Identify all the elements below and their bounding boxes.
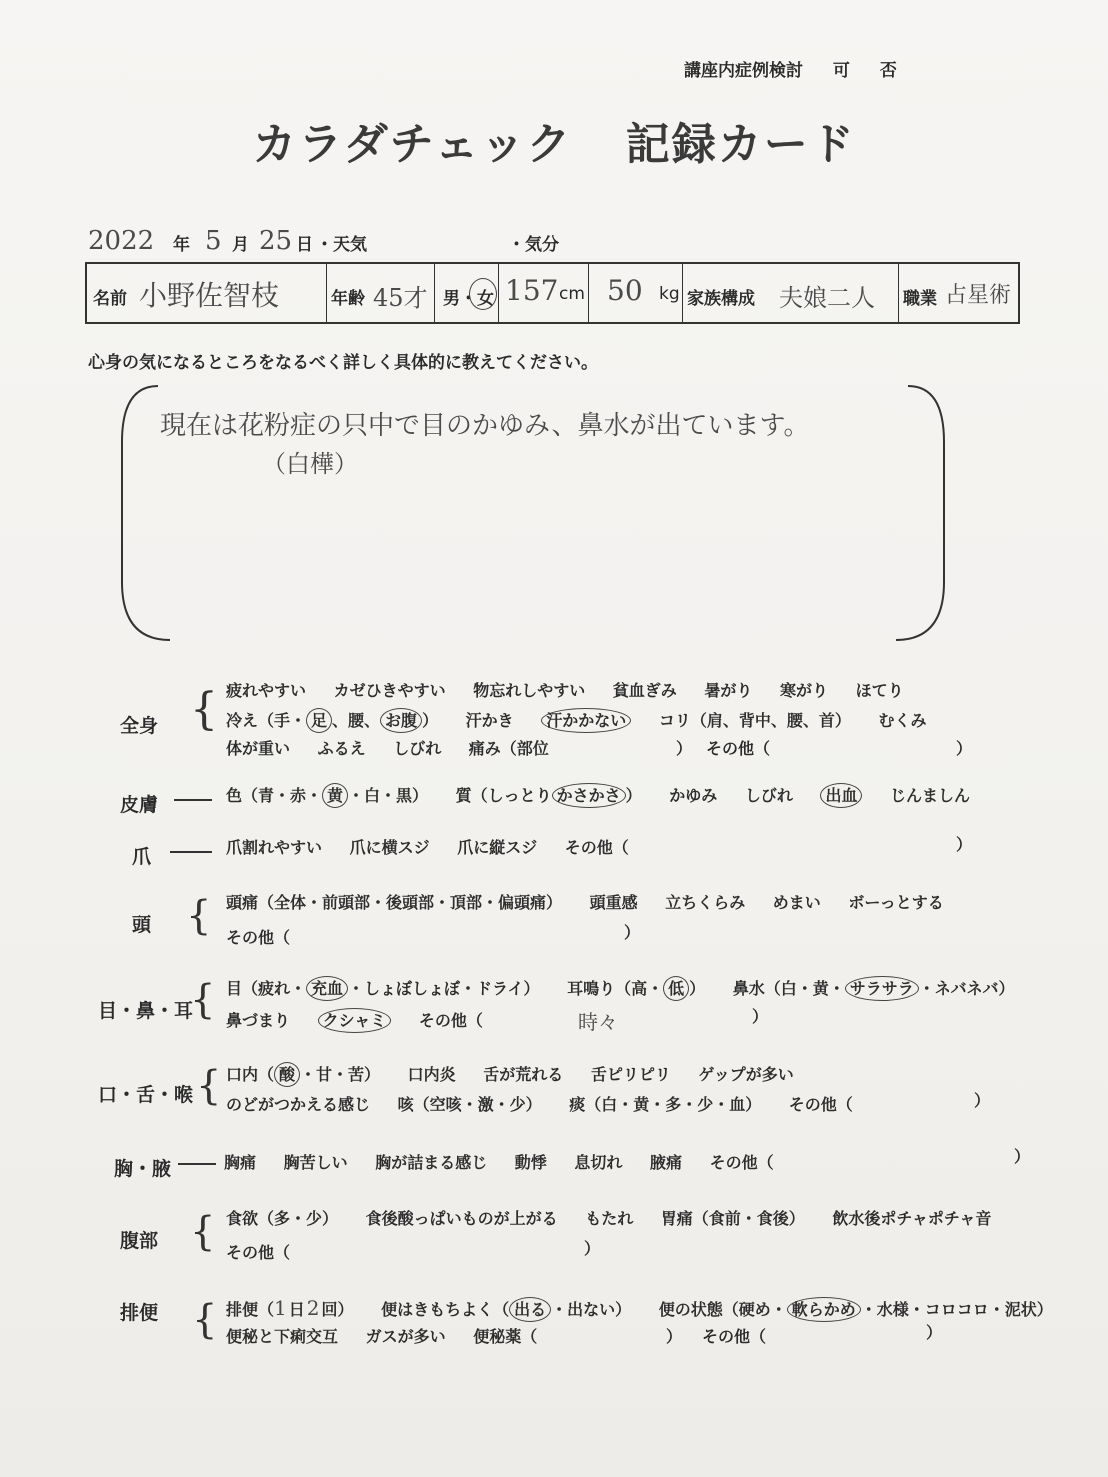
dash-mune <box>178 1163 216 1165</box>
brace-zenshin: { <box>190 684 218 735</box>
title-part2: 記録カード <box>625 119 856 170</box>
item-anemia: 貧血ぎみ <box>612 681 677 700</box>
date-year-unit: 年 <box>173 235 190 255</box>
section-label-atama: 頭 <box>132 914 152 936</box>
paren-close: ） <box>584 1239 601 1258</box>
item-runny-nose: 鼻水（白・黄・ <box>732 979 845 998</box>
item-vertigo: めまい <box>772 893 821 912</box>
item-head-heavy: 頭重感 <box>589 893 638 912</box>
section-label-mune: 胸・腋 <box>114 1158 172 1180</box>
item-swelling: むくみ <box>878 711 927 730</box>
item-headache: 頭痛（全体・前頭部・後頭部・頂部・偏頭痛） <box>226 893 563 912</box>
item-eye-rest: ・しょぼしょぼ・ドライ） <box>348 979 540 998</box>
item-texture: 質（しっとり <box>455 786 552 805</box>
item-other: その他（ <box>564 838 629 857</box>
age-label: 年齢 <box>331 289 365 309</box>
family-cell <box>683 264 899 322</box>
name-label: 名前 <box>93 289 127 309</box>
date-day: 25 <box>259 226 293 256</box>
item-stool-rest: ・水様・コロコロ・泥状） <box>860 1300 1053 1319</box>
fukubu-line-1 <box>226 1206 1013 1229</box>
item-stool-state: 便の状態（硬め・ <box>658 1300 787 1319</box>
atama-line-1 <box>226 890 966 913</box>
item-chest-pain: 胸痛 <box>224 1153 257 1172</box>
item-alternating: 便秘と下痢交互 <box>226 1327 339 1346</box>
item-spaced-out: ボーっとする <box>848 893 944 912</box>
item-chest-stuffed: 胸が詰まる感じ <box>375 1153 488 1172</box>
item-dry-circled: かさかさ <box>552 783 626 808</box>
item-splash-sound: 飲水後ポチャポチャ音 <box>832 1209 992 1228</box>
item-gas: ガスが多い <box>365 1327 446 1346</box>
paren-close: ） <box>666 1327 683 1346</box>
date-day-unit: 日 <box>296 235 313 255</box>
item-comfortable: 便はきもちよく（ <box>381 1300 510 1319</box>
brace-haiben: { <box>192 1297 218 1343</box>
haiben-line-1 <box>226 1296 1075 1320</box>
times-unit: 回） <box>321 1300 354 1319</box>
brace-fukubu: { <box>190 1209 216 1255</box>
section-label-hifu: 皮膚 <box>120 794 159 816</box>
age-value: 45才 <box>373 284 428 312</box>
item-heat-sensitive: 暑がり <box>704 681 753 700</box>
mood-label: ・気分 <box>508 235 559 255</box>
paren-close: ） <box>956 739 973 758</box>
item-cough: 咳（空咳・激・少） <box>397 1095 542 1114</box>
weight-cell <box>589 264 683 322</box>
item-chest-tight: 胸苦しい <box>283 1153 348 1172</box>
item-stomatitis: 口内炎 <box>407 1065 456 1084</box>
item-itch: かゆみ <box>669 786 718 805</box>
sex-cell <box>435 264 499 322</box>
paren-close: ） <box>624 923 641 942</box>
item-yellow-circled: 黄 <box>322 783 348 808</box>
brace-atama: { <box>186 893 212 939</box>
item-chill-close: ） <box>422 711 439 730</box>
weight-unit: kg <box>659 284 680 304</box>
paren-close: ） <box>974 1091 991 1110</box>
item-bloodshot-circled: 充血 <box>306 976 348 1001</box>
paren-close: ） <box>752 1007 769 1026</box>
tsume-line-1 <box>226 835 651 858</box>
item-short-breath: 息切れ <box>574 1153 623 1172</box>
item-sneeze-circled: クシャミ <box>318 1008 392 1033</box>
weather-label: ・天気 <box>316 235 367 255</box>
item-hives: じんましん <box>890 786 971 805</box>
height-unit: cm <box>559 284 585 304</box>
review-header <box>684 56 921 81</box>
sneeze-note: 時々 <box>578 1010 618 1034</box>
haiben-line-2 <box>226 1324 559 1347</box>
item-appetite: 食欲（多・少） <box>226 1209 339 1228</box>
section-label-kuchi: 口・舌・喉 <box>98 1084 194 1106</box>
date-year: 2022 <box>88 226 155 256</box>
item-mouth-taste: 口内（ <box>226 1065 275 1084</box>
item-heavy-body: 体が重い <box>226 739 291 758</box>
title-part1: カラダチェック <box>252 119 573 170</box>
section-label-fukubu: 腹部 <box>120 1230 159 1252</box>
brace-kuchi: { <box>196 1063 222 1109</box>
profile-table <box>85 262 1020 324</box>
item-chill-waist: 、腰、 <box>332 711 381 730</box>
item-cold-sensitive: 寒がり <box>779 681 828 700</box>
item-chill-belly-circled: お腹 <box>380 708 422 733</box>
item-phlegm: 痰（白・黄・多・少・血） <box>569 1095 762 1114</box>
me-line-1 <box>226 976 1036 999</box>
atama-line-2 <box>226 925 312 948</box>
sex-label: 男・女 <box>443 289 494 309</box>
item-burping: ゲップが多い <box>698 1065 794 1084</box>
item-low-circled: 低 <box>663 976 689 1001</box>
item-nail-horizontal: 爪に横スジ <box>349 838 430 857</box>
paren-close: ） <box>689 979 706 998</box>
item-rough-tongue: 舌が荒れる <box>483 1065 564 1084</box>
item-soft-circled: 軟らかめ <box>787 1297 861 1322</box>
item-sticky: ・ネバネバ） <box>918 979 1015 998</box>
bowel-days: 1 <box>274 1296 287 1320</box>
section-label-zenshin: 全身 <box>120 715 159 737</box>
name-cell <box>87 264 327 322</box>
height-value: 157 <box>505 274 559 307</box>
item-sweaty: 汗かき <box>465 711 514 730</box>
item-comes-out-circled: 出る <box>509 1297 551 1322</box>
item-tongue-tingle: 舌ピリピリ <box>590 1065 671 1084</box>
date-month: 5 <box>205 226 222 256</box>
hifu-line-1 <box>226 783 992 806</box>
paren-close: ） <box>625 786 642 805</box>
item-forgetful: 物忘れしやすい <box>473 681 586 700</box>
weight-value: 50 <box>607 274 643 307</box>
zenshin-line-3 <box>226 736 571 759</box>
item-sour-circled: 酸 <box>274 1062 300 1087</box>
kuchi-line-1 <box>226 1062 816 1085</box>
item-hot-flash: ほてり <box>855 681 904 700</box>
item-stuffy-nose: 鼻づまり <box>226 1011 291 1030</box>
item-color-rest: ・白・黒） <box>348 786 429 805</box>
item-pain-location: 痛み（部位 <box>468 739 549 758</box>
item-other: その他（ <box>702 1327 767 1346</box>
item-stiffness: コリ（肩、背中、腰、首） <box>658 711 851 730</box>
item-laxative: 便秘薬（ <box>473 1327 538 1346</box>
complaint-text-2: （白樺） <box>262 450 358 478</box>
item-not-out: ・出ない） <box>551 1300 632 1319</box>
name-value: 小野佐智枝 <box>139 279 280 312</box>
job-value: 占星術 <box>945 283 1012 308</box>
item-other: その他（ <box>226 928 291 947</box>
paren-close: ） <box>676 739 693 758</box>
job-label: 職業 <box>903 289 937 309</box>
section-label-tsume: 爪 <box>132 846 152 868</box>
item-other: その他（ <box>226 1243 291 1262</box>
item-catch-cold: カゼひきやすい <box>333 681 446 700</box>
paren-close: ） <box>926 1323 943 1342</box>
item-watery-circled: サラサラ <box>845 976 919 1001</box>
brace-me: { <box>190 977 216 1023</box>
item-bowel-count: 排便（ <box>226 1300 275 1319</box>
review-ok: 可 <box>832 61 850 81</box>
section-label-haiben: 排便 <box>120 1302 159 1324</box>
paren-close: ） <box>1014 1147 1031 1166</box>
item-other: その他（ <box>709 1153 774 1172</box>
item-throat-block: のどがつかえる感じ <box>226 1095 371 1114</box>
dash-hifu <box>174 799 212 801</box>
female-circle <box>469 278 497 310</box>
kuchi-line-2 <box>226 1092 875 1115</box>
item-other: その他（ <box>788 1095 853 1114</box>
item-bleeding-circled: 出血 <box>820 783 862 808</box>
item-nail-vertical: 爪に縦スジ <box>457 838 538 857</box>
bowel-times: 2 <box>306 1296 320 1320</box>
item-chill: 冷え（手・ <box>226 711 307 730</box>
item-numb: しびれ <box>744 786 793 805</box>
item-chill-feet-circled: 足 <box>306 708 332 733</box>
item-taste-rest: ・甘・苦） <box>300 1065 381 1084</box>
item-numbness: しびれ <box>393 739 442 758</box>
mune-line-1 <box>224 1150 796 1173</box>
dash-tsume <box>170 851 212 853</box>
item-acid-reflux: 食後酸っぱいものが上がる <box>365 1209 558 1228</box>
me-line-2 <box>226 1008 505 1031</box>
fukubu-line-2 <box>226 1240 312 1263</box>
item-stomach-pain: 胃痛（食前・食後） <box>660 1209 805 1228</box>
item-palpitation: 動悸 <box>514 1153 547 1172</box>
section-label-me: 目・鼻・耳 <box>98 1000 194 1022</box>
complaint-text: 現在は花粉症の只中で目のかゆみ、鼻水が出ています。 <box>160 411 810 441</box>
date-month-unit: 月 <box>232 235 249 255</box>
item-color: 色（青・赤・ <box>226 786 323 805</box>
item-tired: 疲れやすい <box>226 681 307 700</box>
item-armpit-pain: 腋痛 <box>649 1153 682 1172</box>
family-label: 家族構成 <box>687 289 755 309</box>
item-eye: 目（疲れ・ <box>226 979 307 998</box>
age-cell <box>327 264 435 322</box>
review-note: 講座内症例検討 <box>684 61 803 81</box>
item-tremor: ふるえ <box>317 739 366 758</box>
paren-close: ） <box>956 835 973 854</box>
zenshin-line-1 <box>226 678 926 701</box>
item-heavy-stomach: もたれ <box>585 1209 634 1228</box>
item-nail-brittle: 爪割れやすい <box>226 838 323 857</box>
day-unit: 日 <box>288 1300 305 1319</box>
item-no-sweat-circled: 汗かかない <box>541 708 631 733</box>
zenshin-line-2 <box>226 708 948 731</box>
complaint-prompt: 心身の気になるところをなるべく詳しく具体的に教えてください。 <box>88 353 598 373</box>
job-cell <box>899 264 1018 322</box>
item-dizzy-standing: 立ちくらみ <box>665 893 746 912</box>
family-value: 夫娘二人 <box>779 284 875 312</box>
review-ng: 否 <box>879 61 897 81</box>
height-cell <box>499 264 589 322</box>
page-title <box>0 108 1108 172</box>
item-other: その他（ <box>418 1011 483 1030</box>
item-tinnitus: 耳鳴り（高・ <box>567 979 664 998</box>
item-other: その他（ <box>706 739 771 758</box>
